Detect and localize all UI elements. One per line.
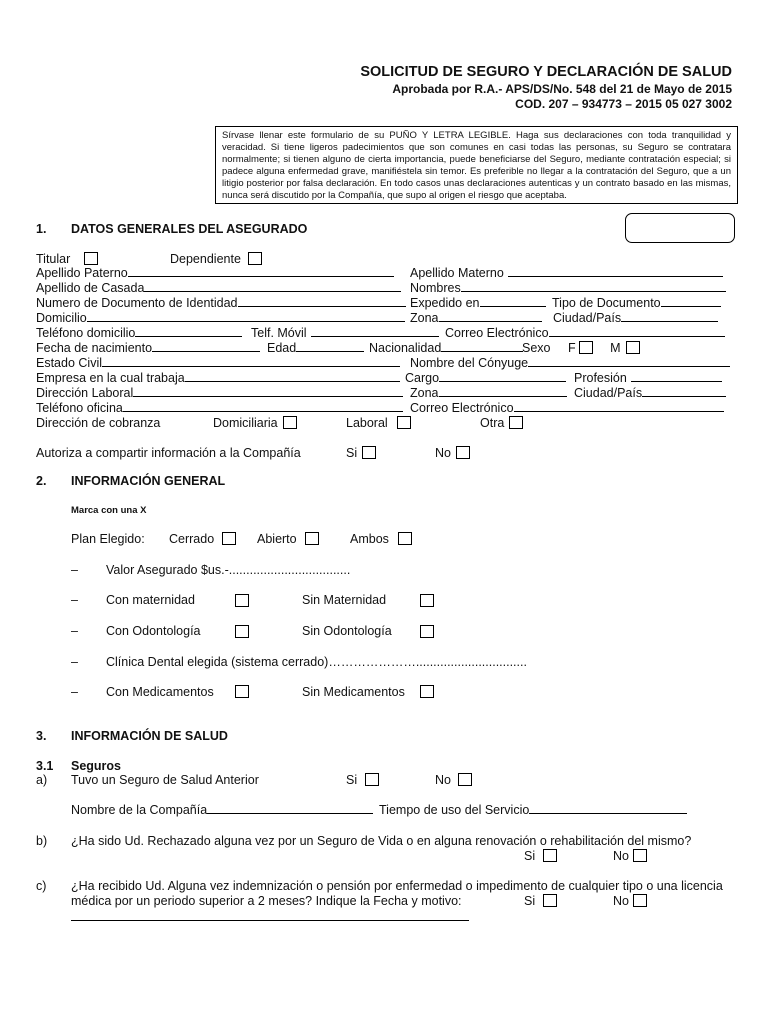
- section-1-number: 1.: [36, 222, 47, 236]
- section-1-title: DATOS GENERALES DEL ASEGURADO: [71, 222, 308, 236]
- expedido-label: Expedido en: [410, 296, 480, 310]
- expedido-field[interactable]: [410, 296, 546, 310]
- domiciliaria-option: [213, 416, 297, 430]
- tiempo-uso-field[interactable]: [379, 803, 687, 817]
- question-b-si-checkbox[interactable]: [543, 849, 557, 862]
- question-c-no-option: [613, 894, 647, 908]
- telf-movil-label: Telf. Móvil: [251, 326, 307, 340]
- correo-label: Correo Electrónico: [445, 326, 549, 340]
- telefono-domicilio-field[interactable]: [36, 326, 242, 340]
- con-maternidad-checkbox[interactable]: [235, 594, 249, 607]
- telefono-oficina-line[interactable]: [123, 401, 403, 412]
- dash-3: –: [71, 624, 78, 638]
- con-odontologia-label: Con Odontología: [106, 624, 201, 638]
- apellido-paterno-label: Apellido Paterno: [36, 266, 128, 280]
- titular-row: [36, 252, 98, 266]
- dash-1: –: [71, 563, 78, 577]
- question-a-text: Tuvo un Seguro de Salud Anterior: [71, 773, 259, 787]
- nombre-compania-line[interactable]: [207, 803, 373, 814]
- nombres-label: Nombres: [410, 281, 461, 295]
- domicilio-line[interactable]: [87, 311, 405, 322]
- laboral-checkbox[interactable]: [397, 416, 411, 429]
- laboral-label: Laboral: [346, 416, 388, 430]
- direccion-cobranza-label: Dirección de cobranza: [36, 416, 161, 430]
- nombres-line[interactable]: [461, 281, 726, 292]
- sin-medicamentos-checkbox[interactable]: [420, 685, 434, 698]
- con-odontologia-checkbox[interactable]: [235, 625, 249, 638]
- telf-movil-field[interactable]: [251, 326, 439, 340]
- question-c-text-line1: ¿Ha recibido Ud. Alguna vez indemnización o pensión por enfermedad o impedimento de cualquier tipo o una licencia: [71, 879, 723, 893]
- plan-abierto-label: Abierto: [257, 532, 297, 546]
- correo-oficina-line[interactable]: [514, 401, 724, 412]
- conyuge-line[interactable]: [528, 356, 730, 367]
- apellido-paterno-line[interactable]: [128, 266, 394, 277]
- question-c-text-line2: médica por un periodo superior a 2 meses? Indique la Fecha y motivo:: [71, 894, 462, 908]
- section-2-number: 2.: [36, 474, 47, 488]
- con-medicamentos-label: Con Medicamentos: [106, 685, 214, 699]
- empresa-label: Empresa en la cual trabaja: [36, 371, 185, 385]
- question-a-si-option: [346, 773, 379, 787]
- direccion-laboral-line[interactable]: [133, 386, 403, 397]
- apellido-paterno-field[interactable]: [36, 266, 394, 280]
- direccion-laboral-label: Dirección Laboral: [36, 386, 134, 400]
- plan-ambos-label: Ambos: [350, 532, 389, 546]
- tipo-documento-field[interactable]: [552, 296, 721, 310]
- zona-laboral-line[interactable]: [439, 386, 567, 397]
- sexo-field: [522, 341, 640, 355]
- domiciliaria-label: Domiciliaria: [213, 416, 278, 430]
- autoriza-no-label: No: [435, 446, 451, 460]
- question-b-si-option: [524, 849, 557, 863]
- empresa-field[interactable]: [36, 371, 400, 385]
- autoriza-no-option: [435, 446, 470, 460]
- form-title: SOLICITUD DE SEGURO Y DECLARACIÓN DE SALUD: [360, 64, 732, 80]
- fecha-nacimiento-label: Fecha de nacimiento: [36, 341, 153, 355]
- apellido-casada-label: Apellido de Casada: [36, 281, 145, 295]
- tipo-documento-label: Tipo de Documento: [552, 296, 661, 310]
- zona-line[interactable]: [439, 311, 542, 322]
- plan-abierto-checkbox[interactable]: [305, 532, 319, 545]
- nombres-field[interactable]: [410, 281, 726, 295]
- fecha-nacimiento-field[interactable]: [36, 341, 260, 355]
- question-c-si-label: Si: [524, 894, 536, 908]
- reference-box[interactable]: [625, 213, 735, 243]
- question-c-label: c): [36, 879, 47, 893]
- direccion-laboral-field[interactable]: [36, 386, 403, 400]
- ciudad-line[interactable]: [621, 311, 718, 322]
- domicilio-field[interactable]: [36, 311, 405, 325]
- subsection-3-1-title: Seguros: [71, 759, 122, 773]
- conyuge-label: Nombre del Cónyuge: [410, 356, 529, 370]
- profesion-field[interactable]: [574, 371, 722, 385]
- con-maternidad-label: Con maternidad: [106, 593, 195, 607]
- question-c-answer-line[interactable]: [71, 910, 469, 921]
- question-b-no-option: [613, 849, 647, 863]
- telefono-domicilio-label: Teléfono domicilio: [36, 326, 136, 340]
- telefono-oficina-label: Teléfono oficina: [36, 401, 123, 415]
- zona-laboral-label: Zona: [410, 386, 439, 400]
- apellido-materno-field[interactable]: [410, 266, 723, 280]
- sexo-label: Sexo: [522, 341, 551, 355]
- autoriza-label: Autoriza a compartir información a la Compañía: [36, 446, 301, 460]
- question-a-label: a): [36, 773, 48, 787]
- instructions-notice: Sírvase llenar este formulario de su PUÑO Y LETRA LEGIBLE. Haga sus declaraciones con toda tranquilidad y veracidad. Si tiene ligeros padecimientos que son comunes en casi todas las personas, su Seguro se contratara normalmente; si tienen alguno de cierta importancia, puede beneficiarse del Seguro, mediante contratación especial; si padece alguna enfermedad grave, manifiéstela sin temor. Es preferible no llegar a la contratación del Seguro, que a un litigio posterior por falsa declaración. En todo casos unas declaraciones autenticas y un contrato basado en las mismas, nunca será discutido por la Compañía, que supo al origen el riesgo que aceptaba.: [215, 126, 738, 204]
- question-a-no-checkbox[interactable]: [458, 773, 472, 786]
- zona-field[interactable]: [410, 311, 542, 325]
- question-c-no-label: No: [613, 894, 629, 908]
- estado-civil-label: Estado Civil: [36, 356, 102, 370]
- conyuge-field[interactable]: [410, 356, 730, 370]
- cargo-label: Cargo: [405, 371, 440, 385]
- documento-field[interactable]: [36, 296, 406, 310]
- plan-cerrado-label: Cerrado: [169, 532, 215, 546]
- dependiente-label: Dependiente: [170, 252, 241, 266]
- tipo-documento-line[interactable]: [661, 296, 721, 307]
- approval-line: Aprobada por R.A.- APS/DS/No. 548 del 21 de Mayo de 2015: [392, 82, 732, 96]
- sin-medicamentos-label: Sin Medicamentos: [302, 685, 405, 699]
- subsection-3-1-number: 3.1: [36, 759, 54, 773]
- plan-cerrado-checkbox[interactable]: [222, 532, 236, 545]
- question-b-text: ¿Ha sido Ud. Rechazado alguna vez por un Seguro de Vida o en alguna renovación o rehabilitación del mismo?: [71, 834, 692, 848]
- dash-4: –: [71, 655, 78, 669]
- dash-5: –: [71, 685, 78, 699]
- zona-laboral-field[interactable]: [410, 386, 567, 400]
- con-medicamentos-checkbox[interactable]: [235, 685, 249, 698]
- autoriza-si-label: Si: [346, 446, 358, 460]
- estado-civil-line[interactable]: [102, 356, 400, 367]
- form-code: COD. 207 – 934773 – 2015 05 027 3002: [515, 97, 732, 111]
- plan-ambos-checkbox[interactable]: [398, 532, 412, 545]
- valor-asegurado-field[interactable]: Valor Asegurado $us.-...................................: [106, 563, 351, 577]
- plan-cerrado-option: [169, 532, 236, 546]
- ciudad-label: Ciudad/País: [553, 311, 622, 325]
- sexo-f-checkbox[interactable]: [579, 341, 593, 354]
- edad-field[interactable]: [267, 341, 364, 355]
- sexo-m-checkbox[interactable]: [626, 341, 640, 354]
- sexo-f-label: F: [567, 341, 576, 355]
- ciudad-field[interactable]: [553, 311, 718, 325]
- profesion-line[interactable]: [631, 371, 722, 382]
- correo-line[interactable]: [549, 326, 725, 337]
- telefono-oficina-field[interactable]: [36, 401, 403, 415]
- question-a-no-label: No: [435, 773, 451, 787]
- estado-civil-field[interactable]: [36, 356, 400, 370]
- laboral-option: [346, 416, 411, 430]
- domicilio-label: Domicilio: [36, 311, 87, 325]
- question-c-no-checkbox[interactable]: [633, 894, 647, 907]
- correo-oficina-field[interactable]: [410, 401, 724, 415]
- sin-maternidad-checkbox[interactable]: [420, 594, 434, 607]
- dependiente-row: [170, 252, 262, 266]
- question-b-label: b): [36, 834, 48, 848]
- apellido-casada-line[interactable]: [144, 281, 401, 292]
- nacionalidad-label: Nacionalidad: [369, 341, 442, 355]
- question-a-si-label: Si: [346, 773, 358, 787]
- otra-checkbox[interactable]: [509, 416, 523, 429]
- nombre-compania-label: Nombre de la Compañía: [71, 803, 208, 817]
- edad-label: Edad: [267, 341, 297, 355]
- question-b-no-label: No: [613, 849, 629, 863]
- sin-maternidad-label: Sin Maternidad: [302, 593, 387, 607]
- apellido-materno-line[interactable]: [508, 266, 723, 277]
- correo-field[interactable]: [445, 326, 725, 340]
- autoriza-si-checkbox[interactable]: [362, 446, 376, 459]
- documento-label: Numero de Documento de Identidad: [36, 296, 238, 310]
- autoriza-si-option: [346, 446, 376, 460]
- expedido-line[interactable]: [480, 296, 546, 307]
- cargo-field[interactable]: [405, 371, 566, 385]
- plan-abierto-option: [257, 532, 319, 546]
- zona-label: Zona: [410, 311, 439, 325]
- apellido-casada-field[interactable]: [36, 281, 401, 295]
- apellido-materno-label: Apellido Materno: [410, 266, 504, 280]
- telf-movil-line[interactable]: [311, 326, 439, 337]
- fecha-nacimiento-line[interactable]: [152, 341, 260, 352]
- domiciliaria-checkbox[interactable]: [283, 416, 297, 429]
- ciudad-laboral-line[interactable]: [642, 386, 726, 397]
- nombre-compania-field[interactable]: [71, 803, 373, 817]
- dash-2: –: [71, 593, 78, 607]
- dependiente-checkbox[interactable]: [248, 252, 262, 265]
- question-b-no-checkbox[interactable]: [633, 849, 647, 862]
- empresa-line[interactable]: [185, 371, 400, 382]
- question-a-no-option: [435, 773, 472, 787]
- plan-ambos-option: [350, 532, 412, 546]
- titular-label: Titular: [36, 252, 71, 266]
- nacionalidad-line[interactable]: [441, 341, 523, 352]
- section-3-title: INFORMACIÓN DE SALUD: [71, 729, 228, 743]
- profesion-label: Profesión: [574, 371, 627, 385]
- ciudad-laboral-field[interactable]: [574, 386, 726, 400]
- question-c-si-checkbox[interactable]: [543, 894, 557, 907]
- question-c-si-option: [524, 894, 557, 908]
- titular-checkbox[interactable]: [84, 252, 98, 265]
- section-3-number: 3.: [36, 729, 47, 743]
- ciudad-laboral-label: Ciudad/País: [574, 386, 643, 400]
- telefono-domicilio-line[interactable]: [135, 326, 242, 337]
- sexo-m-label: M: [610, 341, 621, 355]
- otra-option: [480, 416, 523, 430]
- question-a-si-checkbox[interactable]: [365, 773, 379, 786]
- edad-line[interactable]: [296, 341, 364, 352]
- documento-line[interactable]: [238, 296, 406, 307]
- otra-label: Otra: [480, 416, 505, 430]
- plan-label: Plan Elegido:: [71, 532, 145, 546]
- section-2-title: INFORMACIÓN GENERAL: [71, 474, 226, 488]
- nacionalidad-field[interactable]: [369, 341, 523, 355]
- marca-instruction: Marca con una X: [71, 505, 147, 516]
- question-b-si-label: Si: [524, 849, 536, 863]
- tiempo-uso-label: Tiempo de uso del Servicio: [379, 803, 530, 817]
- sin-odontologia-checkbox[interactable]: [420, 625, 434, 638]
- tiempo-uso-line[interactable]: [529, 803, 687, 814]
- cargo-line[interactable]: [439, 371, 566, 382]
- correo-oficina-label: Correo Electrónico: [410, 401, 514, 415]
- autoriza-no-checkbox[interactable]: [456, 446, 470, 459]
- sin-odontologia-label: Sin Odontología: [302, 624, 392, 638]
- clinica-dental-field[interactable]: Clínica Dental elegida (sistema cerrado)…………………................................: [106, 655, 527, 669]
